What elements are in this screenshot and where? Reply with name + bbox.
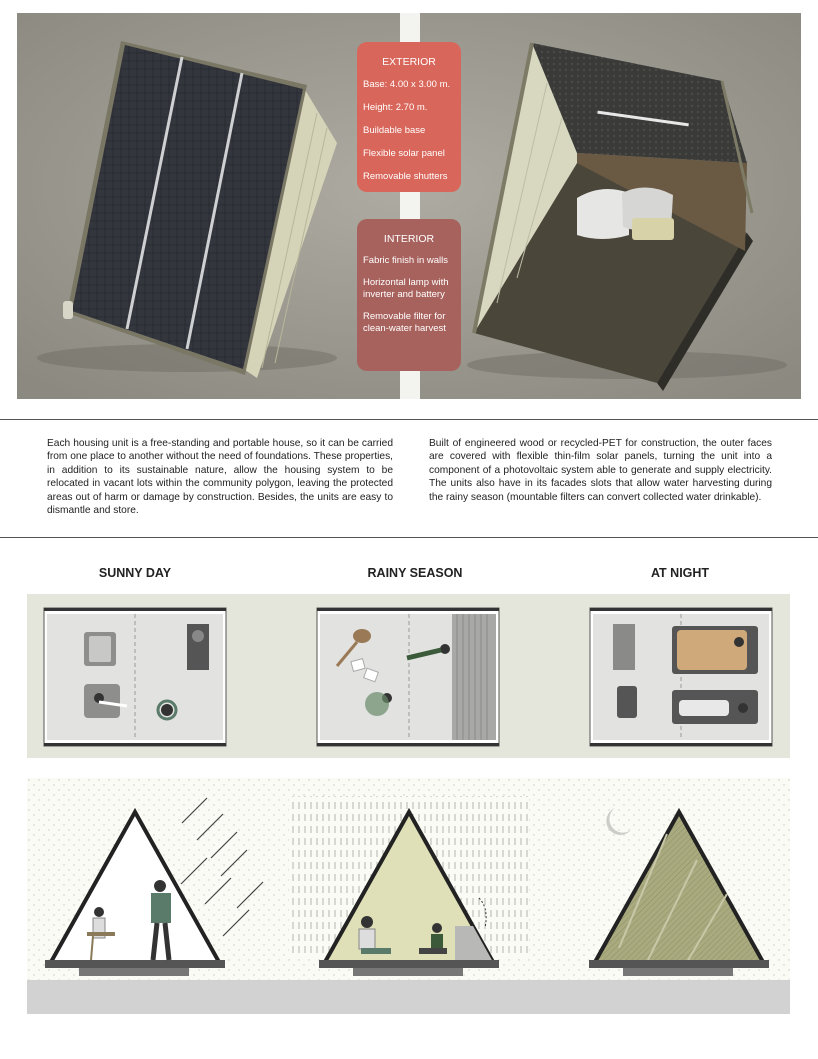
section-drawings — [27, 778, 790, 1014]
plan-rainy-season — [317, 608, 499, 746]
description-left: Each housing unit is a free-standing and portable house, so it can be carried from one place to another without the need of foundations. These properties, in addition to its sustainable nature, allow the housing system to be relocated in vacant lots within the community polygon, leaving the protected areas out of harm or damage by construction. Besides, the units are easy to dismantle and store. — [47, 438, 393, 517]
heading-at-night: AT NIGHT — [650, 566, 710, 580]
exterior-title: EXTERIOR — [382, 56, 436, 68]
exterior-card — [357, 42, 461, 192]
interior-item: Fabric finish in walls — [363, 255, 448, 266]
plans-panel — [27, 594, 790, 758]
description-right: Built of engineered wood or recycled-PET for construction, the outer faces are covered with flexible thin-film solar panels, turning the unit into a component of a photovoltaic system able to generate and supply electricity. The units also have in its facades slots that allow water harvesting during the rainy season (mountable filters can convert collected water drinkable). — [429, 438, 772, 503]
heading-sunny-day: SUNNY DAY — [98, 566, 172, 580]
exterior-item: Buildable base — [363, 125, 426, 136]
exterior-item: Removable shutters — [363, 171, 448, 182]
exterior-item: Flexible solar panel — [363, 148, 445, 159]
exterior-item: Height: 2.70 m. — [363, 102, 428, 113]
interior-item: Horizontal lamp with inverter and battery — [363, 277, 449, 300]
interior-item: Removable filter for clean-water harvest — [363, 311, 446, 334]
exterior-item: Base: 4.00 x 3.00 m. — [363, 79, 451, 90]
sections-panel — [27, 778, 790, 1014]
heading-rainy-season: RAINY SEASON — [367, 566, 463, 580]
plan-drawings — [27, 594, 790, 758]
divider — [0, 419, 818, 420]
interior-card — [357, 219, 461, 371]
divider — [0, 537, 818, 538]
plan-at-night — [590, 608, 772, 746]
interior-title: INTERIOR — [383, 233, 435, 245]
plan-sunny-day — [44, 608, 226, 746]
